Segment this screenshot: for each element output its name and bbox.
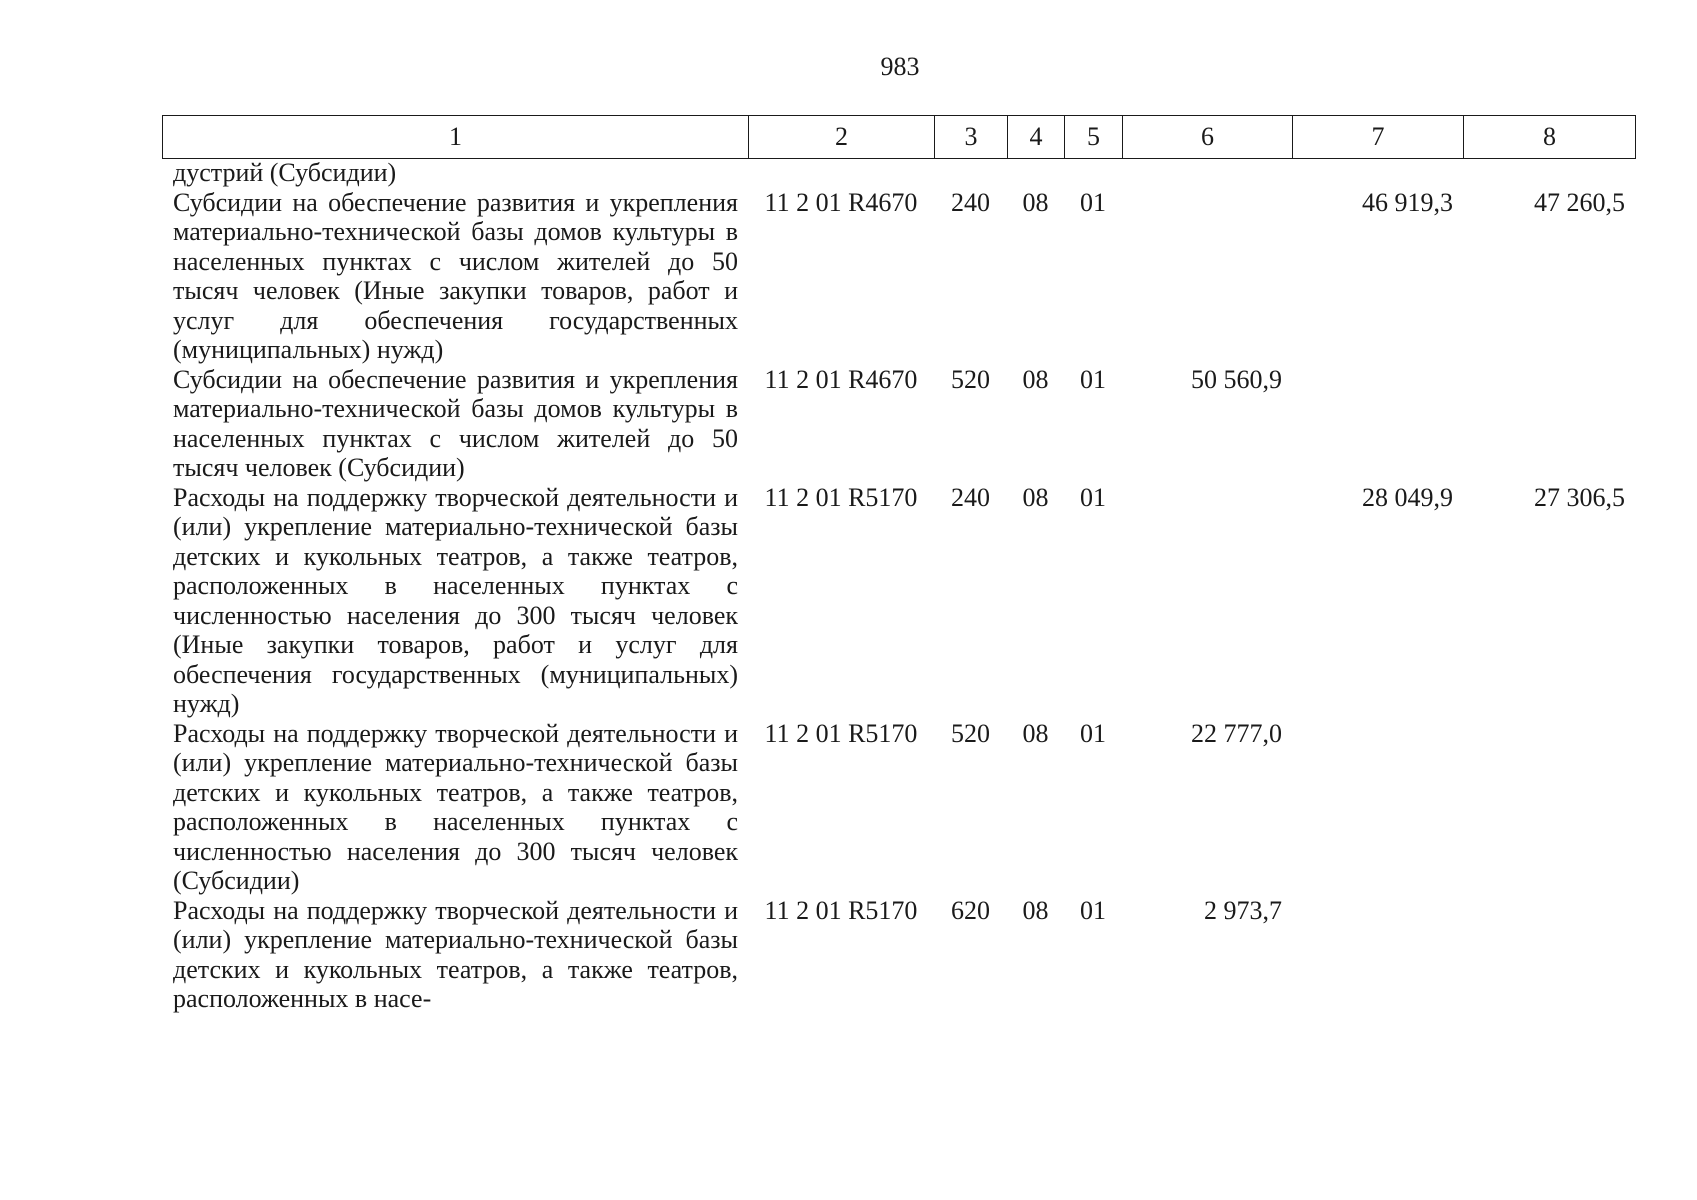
row-col6	[1122, 188, 1292, 365]
header-cell-5: 5	[1065, 116, 1123, 159]
table-row-continuation	[162, 158, 1635, 188]
continuation-text: дустрий (Субсидии)	[173, 158, 397, 187]
row-col3: 520	[951, 718, 990, 748]
row-col3: 240	[951, 482, 990, 512]
table-row	[162, 483, 1635, 719]
row-col3: 520	[951, 364, 990, 394]
table-row	[162, 719, 1635, 896]
row-col3: 240	[951, 187, 990, 217]
row-col4: 08	[1022, 187, 1049, 217]
row-col7	[1292, 719, 1463, 896]
row-col7	[1292, 896, 1463, 1014]
row-col8	[1463, 365, 1635, 483]
header-cell-8: 8	[1464, 116, 1636, 159]
header-cell-4: 4	[1008, 116, 1065, 159]
row-code: 11 2 01 R5170	[764, 718, 918, 748]
row-col4: 08	[1022, 895, 1049, 925]
row-col8: 47 260,5	[1534, 187, 1625, 217]
row-description: Расходы на поддержку творческой деятельности и (или) укрепление материально-технической базы детских и кукольных театров, а также театров, расположенных в населенных пунктах с численностью населения до 300 тысяч человек (Иные закупки товаров, работ и услуг для обеспечения государственных (муниципальных) нужд)	[173, 482, 738, 718]
row-col7	[1292, 365, 1463, 483]
row-col6	[1122, 483, 1292, 719]
header-row	[163, 116, 1636, 159]
row-col6: 22 777,0	[1191, 718, 1282, 748]
row-col4: 08	[1022, 718, 1049, 748]
row-col5: 01	[1080, 187, 1106, 217]
page-number: 983	[880, 52, 920, 81]
row-code: 11 2 01 R4670	[764, 187, 918, 217]
row-description: Субсидии на обеспечение развития и укрепления материально-технической базы домов культуры в населенных пунктах с числом жителей до 50 тысяч человек (Иные закупки товаров, работ и услуг для обеспечения государственных (муниципальных) нужд)	[173, 187, 738, 364]
row-col6: 2 973,7	[1204, 895, 1282, 925]
row-col8: 27 306,5	[1534, 482, 1625, 512]
header-cell-2: 2	[749, 116, 935, 159]
row-code: 11 2 01 R4670	[764, 364, 918, 394]
row-col5: 01	[1080, 364, 1106, 394]
table-row	[162, 365, 1635, 483]
row-col4: 08	[1022, 364, 1049, 394]
row-col8	[1463, 896, 1635, 1014]
row-code: 11 2 01 R5170	[764, 895, 918, 925]
row-col7: 46 919,3	[1362, 187, 1453, 217]
row-col8	[1463, 719, 1635, 896]
row-code: 11 2 01 R5170	[764, 482, 918, 512]
table-row	[162, 896, 1635, 1014]
header-cell-1: 1	[163, 116, 749, 159]
row-description: Расходы на поддержку творческой деятельности и (или) укрепление материально-технической базы детских и кукольных театров, а также театров, расположенных в населенных пунктах с численностью населения до 300 тысяч человек (Субсидии)	[173, 718, 738, 895]
row-col5: 01	[1080, 895, 1106, 925]
row-col3: 620	[951, 895, 990, 925]
row-col5: 01	[1080, 718, 1106, 748]
row-col7: 28 049,9	[1362, 482, 1453, 512]
row-col6: 50 560,9	[1191, 364, 1282, 394]
budget-table-body	[162, 158, 1635, 1014]
row-description: Расходы на поддержку творческой деятельности и (или) укрепление материально-технической базы детских и кукольных театров, а также театров, расположенных в насе-	[173, 895, 738, 1013]
header-cell-7: 7	[1293, 116, 1464, 159]
header-cell-3: 3	[935, 116, 1008, 159]
table-header	[162, 115, 1636, 159]
row-description: Субсидии на обеспечение развития и укрепления материально-технической базы домов культуры в населенных пунктах с числом жителей до 50 тысяч человек (Субсидии)	[173, 364, 738, 482]
row-col5: 01	[1080, 482, 1106, 512]
header-cell-6: 6	[1123, 116, 1293, 159]
table-row	[162, 188, 1635, 365]
row-col4: 08	[1022, 482, 1049, 512]
